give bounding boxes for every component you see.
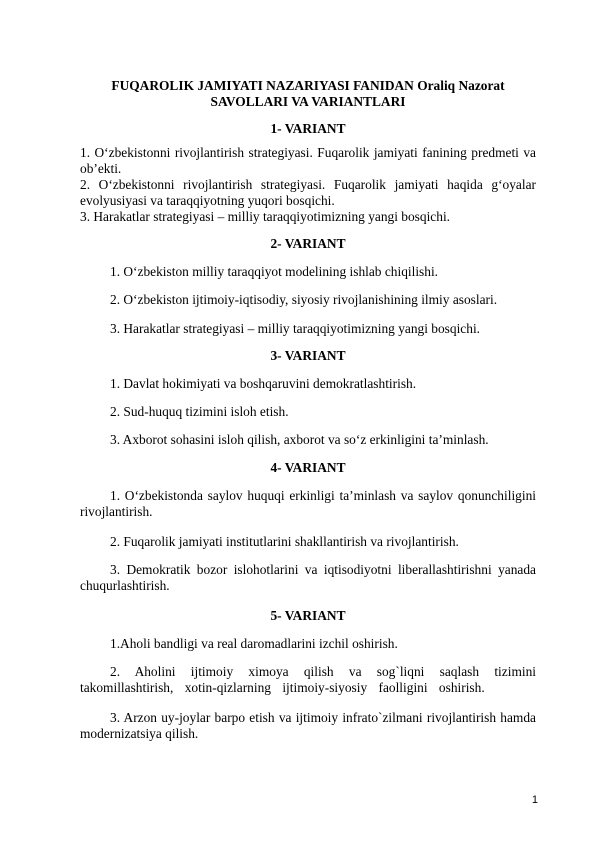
variant-4-heading: 4- VARIANT bbox=[270, 460, 346, 475]
variant-1-heading: 1- VARIANT bbox=[270, 121, 346, 136]
document-title bbox=[80, 78, 536, 110]
variant-4-item-2: 2. Fuqarolik jamiyati institutlarini shakllantirish va rivojlantirish. bbox=[110, 534, 459, 549]
variant-5-item-3: 3. Arzon uy-joylar barpo etish va ijtimoiy infrato`zilmani rivojlantirish hamda modernizatsiya qilish. bbox=[80, 710, 536, 741]
variant-1-item-1: 1. O‘zbekistonni rivojlantirish strategiyasi. Fuqarolik jamiyati fanining predmeti va ob’ekti. bbox=[80, 145, 536, 176]
variant-5-item-1: 1.Aholi bandligi va real daromadlarini izchil oshirish. bbox=[110, 636, 398, 651]
variant-2-heading: 2- VARIANT bbox=[270, 236, 346, 251]
variant-1-item-2: 2. O‘zbekistonni rivojlantirish strategiyasi. Fuqarolik jamiyati haqida g‘oyalar evolyusiyasi va taraqqiyotning yuqori bosqichi. bbox=[80, 177, 536, 208]
variant-5-heading: 5- VARIANT bbox=[270, 608, 346, 623]
variant-3-item-2: 2. Sud-huquq tizimini isloh etish. bbox=[110, 404, 289, 419]
page-number: 1 bbox=[531, 794, 538, 806]
variant-2-item-1: 1. O‘zbekiston milliy taraqqiyot modelining ishlab chiqilishi. bbox=[110, 264, 439, 279]
variant-3-item-3: 3. Axborot sohasini isloh qilish, axborot va so‘z erkinligini ta’minlash. bbox=[110, 432, 489, 447]
variant-1-item-3: 3. Harakatlar strategiyasi – milliy taraqqiyotimizning yangi bosqichi. bbox=[80, 209, 451, 224]
variant-4-item-3: 3. Demokratik bozor islohotlarini va iqtisodiyotni liberallashtirishni yanada chuqurlashtirish. bbox=[80, 562, 536, 593]
variant-2-item-3: 3. Harakatlar strategiyasi – milliy taraqqiyotimizning yangi bosqichi. bbox=[110, 321, 481, 336]
variant-3-heading: 3- VARIANT bbox=[270, 348, 346, 363]
variant-4-item-1: 1. O‘zbekistonda saylov huquqi erkinligi ta’minlash va saylov qonunchiligini rivojlantirish. bbox=[80, 488, 536, 519]
variant-2-item-2: 2. O‘zbekiston ijtimoiy-iqtisodiy, siyosiy rivojlanishining ilmiy asoslari. bbox=[110, 292, 498, 307]
title-line-1: FUQAROLIK JAMIYATI NAZARIYASI FANIDAN Oraliq Nazorat bbox=[111, 78, 505, 93]
variant-5-item-2: 2. Aholini ijtimoiy ximoya qilish va sog`liqni saqlash tizimini takomillashtirish, xotin-qizlarning ijtimoiy-siyosiy faolligini oshirish. bbox=[80, 664, 536, 695]
title-line-2: SAVOLLARI VA VARIANTLARI bbox=[210, 94, 406, 109]
variant-3-item-1: 1. Davlat hokimiyati va boshqaruvini demokratlashtirish. bbox=[110, 376, 417, 391]
